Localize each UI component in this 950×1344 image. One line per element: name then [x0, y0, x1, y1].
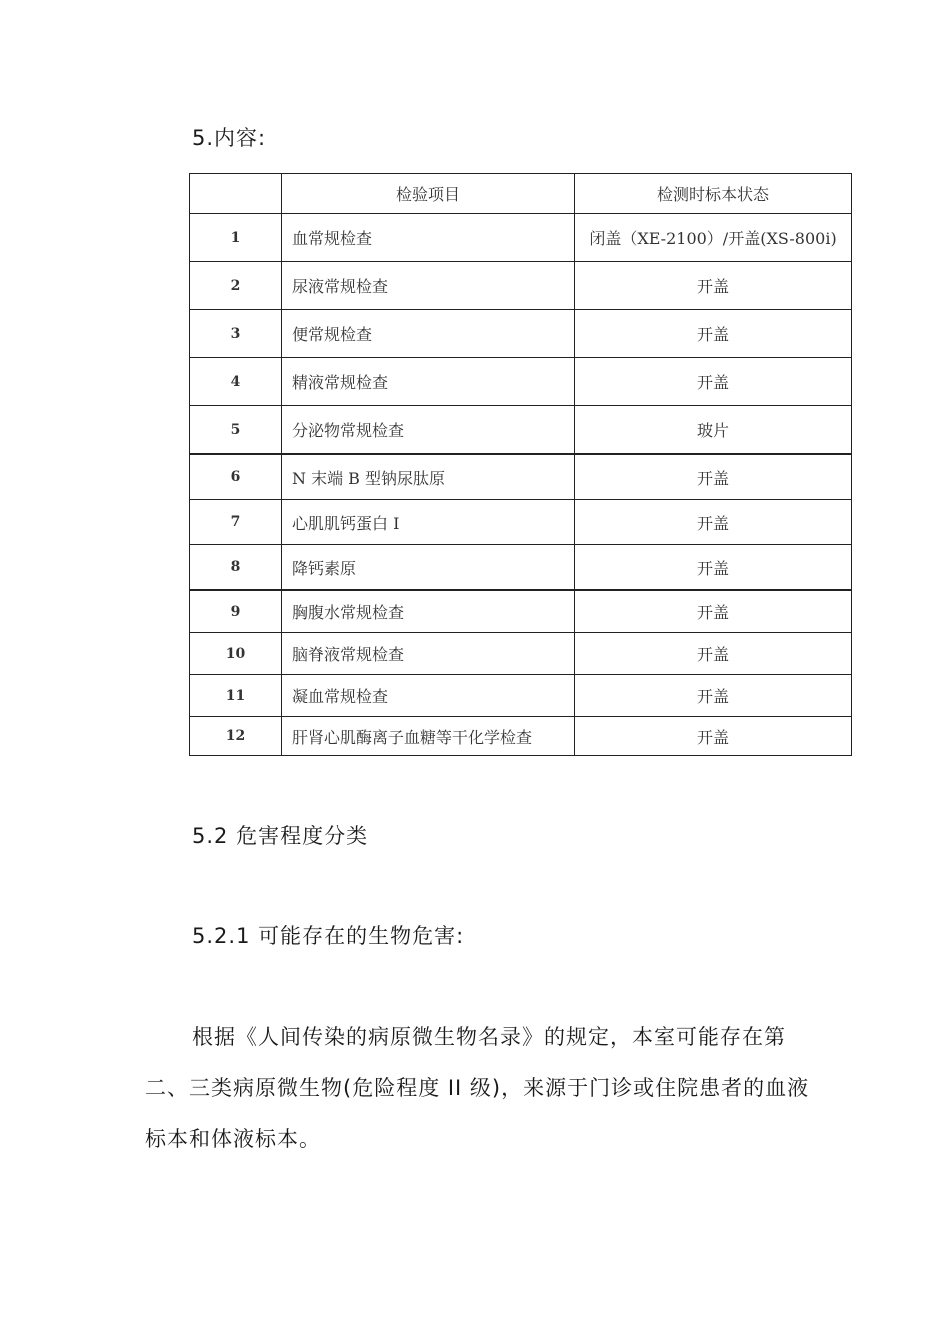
table-row: [190, 545, 852, 591]
row-number: 7: [190, 500, 282, 545]
row-item: 分泌物常规检查: [282, 406, 575, 455]
row-state: 开盖: [575, 358, 852, 406]
row-number: 3: [190, 310, 282, 358]
table-row: [190, 675, 852, 717]
row-item: 肝肾心肌酶离子血糖等干化学检查: [282, 717, 575, 756]
section-heading-5-2-1: 5.2.1 可能存在的生物危害:: [192, 924, 465, 948]
header-number: [190, 174, 282, 214]
row-item: 尿液常规检查: [282, 262, 575, 310]
row-state: 开盖: [575, 545, 852, 591]
row-item: 脑脊液常规检查: [282, 633, 575, 675]
table-row: [190, 590, 852, 633]
table-row: [190, 454, 852, 500]
row-number: 4: [190, 358, 282, 406]
table-header-row: [190, 174, 852, 214]
row-state: 玻片: [575, 406, 852, 455]
row-item: 便常规检查: [282, 310, 575, 358]
row-number: 12: [190, 717, 282, 756]
row-number: 6: [190, 454, 282, 500]
row-item: 凝血常规检查: [282, 675, 575, 717]
inspection-table: [189, 173, 852, 756]
table-row: [190, 310, 852, 358]
row-item: 血常规检查: [282, 214, 575, 262]
row-state: 开盖: [575, 633, 852, 675]
row-state: 开盖: [575, 454, 852, 500]
table-row: [190, 717, 852, 756]
table-row: [190, 262, 852, 310]
section-heading-5: 5.内容:: [192, 126, 267, 150]
table-row: [190, 358, 852, 406]
row-item: 胸腹水常规检查: [282, 590, 575, 633]
row-item: 降钙素原: [282, 545, 575, 591]
table-row: [190, 633, 852, 675]
row-state: 开盖: [575, 717, 852, 756]
body-paragraph: [145, 1012, 825, 1165]
row-number: 9: [190, 590, 282, 633]
table-row: [190, 500, 852, 545]
row-number: 5: [190, 406, 282, 455]
row-state: 开盖: [575, 675, 852, 717]
section-heading-5-2: 5.2 危害程度分类: [192, 824, 369, 848]
row-state: 开盖: [575, 262, 852, 310]
row-number: 8: [190, 545, 282, 591]
row-number: 11: [190, 675, 282, 717]
header-item: 检验项目: [282, 174, 575, 214]
row-number: 2: [190, 262, 282, 310]
paragraph-text: 根据《人间传染的病原微生物名录》的规定，本室可能存在第二、三类病原微生物(危险程度 II 级)，来源于门诊或住院患者的血液标本和体液标本。: [145, 1025, 810, 1151]
row-number: 1: [190, 214, 282, 262]
row-state: 开盖: [575, 500, 852, 545]
header-state: 检测时标本状态: [575, 174, 852, 214]
row-number: 10: [190, 633, 282, 675]
row-item: 心肌肌钙蛋白 I: [282, 500, 575, 545]
row-item: N 末端 B 型钠尿肽原: [282, 454, 575, 500]
row-state: 开盖: [575, 590, 852, 633]
table-row: [190, 406, 852, 455]
table-row: [190, 214, 852, 262]
row-state: 开盖: [575, 310, 852, 358]
row-item: 精液常规检查: [282, 358, 575, 406]
row-state: 闭盖（XE-2100）/开盖(XS-800i): [575, 214, 852, 262]
